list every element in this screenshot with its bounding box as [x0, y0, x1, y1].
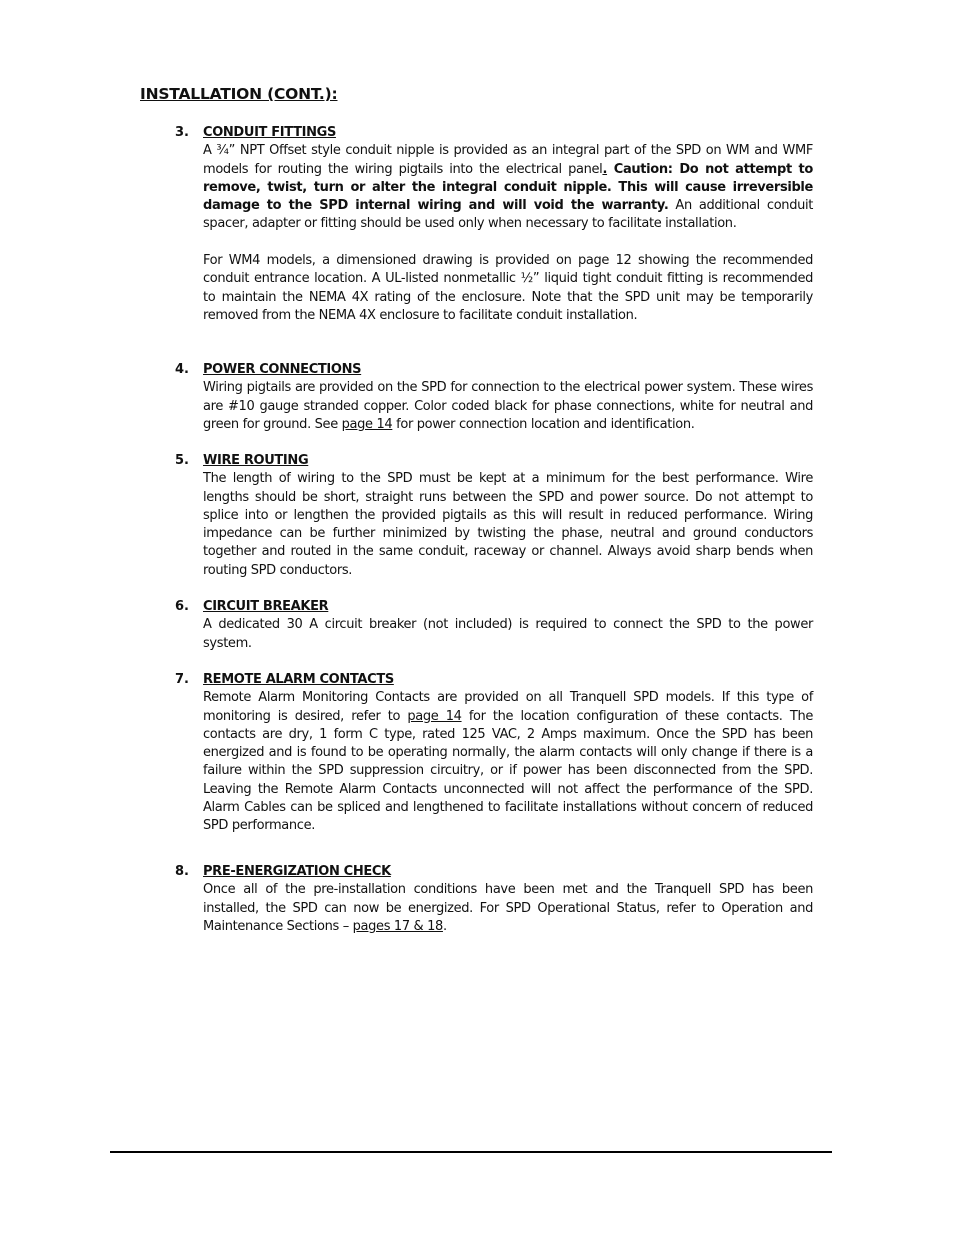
page-link[interactable]: page 14 — [341, 416, 393, 432]
paragraph-period: . — [602, 161, 608, 177]
caution-text: Caution: Do not attempt to remove, twist, turn or alter the integral conduit nipple. This will cause irreversible damage to the SPD internal wiring and will void the warranty. — [203, 161, 813, 214]
section-paragraph: A dedicated 30 A circuit breaker (not included) is required to connect the SPD to the power system. — [203, 617, 813, 651]
section-body — [203, 124, 813, 325]
page-title: INSTALLATION (CONT.): — [140, 85, 338, 103]
page-link[interactable]: pages 17 & 18 — [352, 918, 443, 934]
section-title: CIRCUIT BREAKER — [203, 599, 329, 614]
section-number: 4. — [175, 362, 189, 377]
section-number: 7. — [175, 672, 189, 687]
page-link[interactable]: page 14 — [407, 708, 462, 724]
paragraph-text: for the location configuration of these contacts. The contacts are dry, 1 form C type, rated 125 VAC, 2 Amps maximum. Once the SPD has been energized and is found to be operating normally, the alarm contacts will only change if there is a failure within the SPD suppression circuitry, or if power has been disconnected from the SPD. Leaving the Remote Alarm Contacts unconnected will not affect the performance of the SPD. Alarm Cables can be spliced and lengthened to facilitate installations without concern of reduced SPD performance. — [203, 708, 813, 834]
paragraph-text: An additional conduit spacer, adapter or fitting should be used only when necessary to facilitate installation. — [203, 198, 813, 232]
section-body — [203, 452, 813, 580]
paragraph-text: for power connection location and identification. — [392, 416, 695, 432]
section-number: 6. — [175, 599, 189, 614]
section-paragraph: For WM4 models, a dimensioned drawing is provided on page 12 showing the recommended conduit entrance location. A UL-listed nonmetallic ½” liquid tight conduit fitting is recommended to maintain the NEMA 4X rating of the enclosure. Note that the SPD unit may be temporarily removed from the NEMA 4X enclosure to facilitate conduit installation. — [203, 253, 813, 323]
footer-divider — [110, 1151, 832, 1153]
section-title: POWER CONNECTIONS — [203, 362, 362, 377]
section-paragraph — [203, 142, 813, 233]
section-number: 5. — [175, 453, 189, 468]
section-title: REMOTE ALARM CONTACTS — [203, 672, 394, 687]
paragraph-text: . — [442, 918, 447, 934]
section-title: PRE-ENERGIZATION CHECK — [203, 864, 391, 879]
section-paragraph: The length of wiring to the SPD must be kept at a minimum for the best performance. Wire lengths should be short, straight runs between the SPD and power source. Do not attempt to splice into or lengthen the provided pigtails as this will result in reduced performance. Wiring impedance can be further minimized by twisting the phase, neutral and ground conductors together and routed in the same conduit, raceway or channel. Always avoid sharp bends when routing SPD conductors. — [203, 471, 813, 578]
section-number: 3. — [175, 125, 189, 140]
section-title: WIRE ROUTING — [203, 453, 309, 468]
paragraph-text: A ¾” NPT Offset style conduit nipple is provided as an integral part of the SPD on WM and WMF models for routing the wiring pigtails into the electrical panel — [203, 143, 813, 177]
paragraph-text: Once all of the pre-installation conditions have been met and the Tranquell SPD has been installed, the SPD can now be energized. For SPD Operational Status, refer to Operation and Maintenance Sections – — [203, 882, 813, 934]
section-paragraph — [203, 881, 813, 936]
paragraph-text: Wiring pigtails are provided on the SPD for connection to the electrical power system. These wires are #10 gauge stranded copper. Color coded black for phase connections, white for neutral and green for ground. See — [203, 380, 813, 432]
section-body — [203, 598, 813, 653]
section-number: 8. — [175, 864, 189, 879]
section-paragraph — [203, 379, 813, 434]
section-body — [203, 361, 813, 434]
section-body — [203, 863, 813, 936]
section-paragraph — [203, 689, 813, 835]
section-body — [203, 671, 813, 836]
paragraph-text: Remote Alarm Monitoring Contacts are provided on all Tranquell SPD models. If this type of monitoring is desired, refer to — [203, 690, 813, 724]
section-title: CONDUIT FITTINGS — [203, 125, 336, 140]
